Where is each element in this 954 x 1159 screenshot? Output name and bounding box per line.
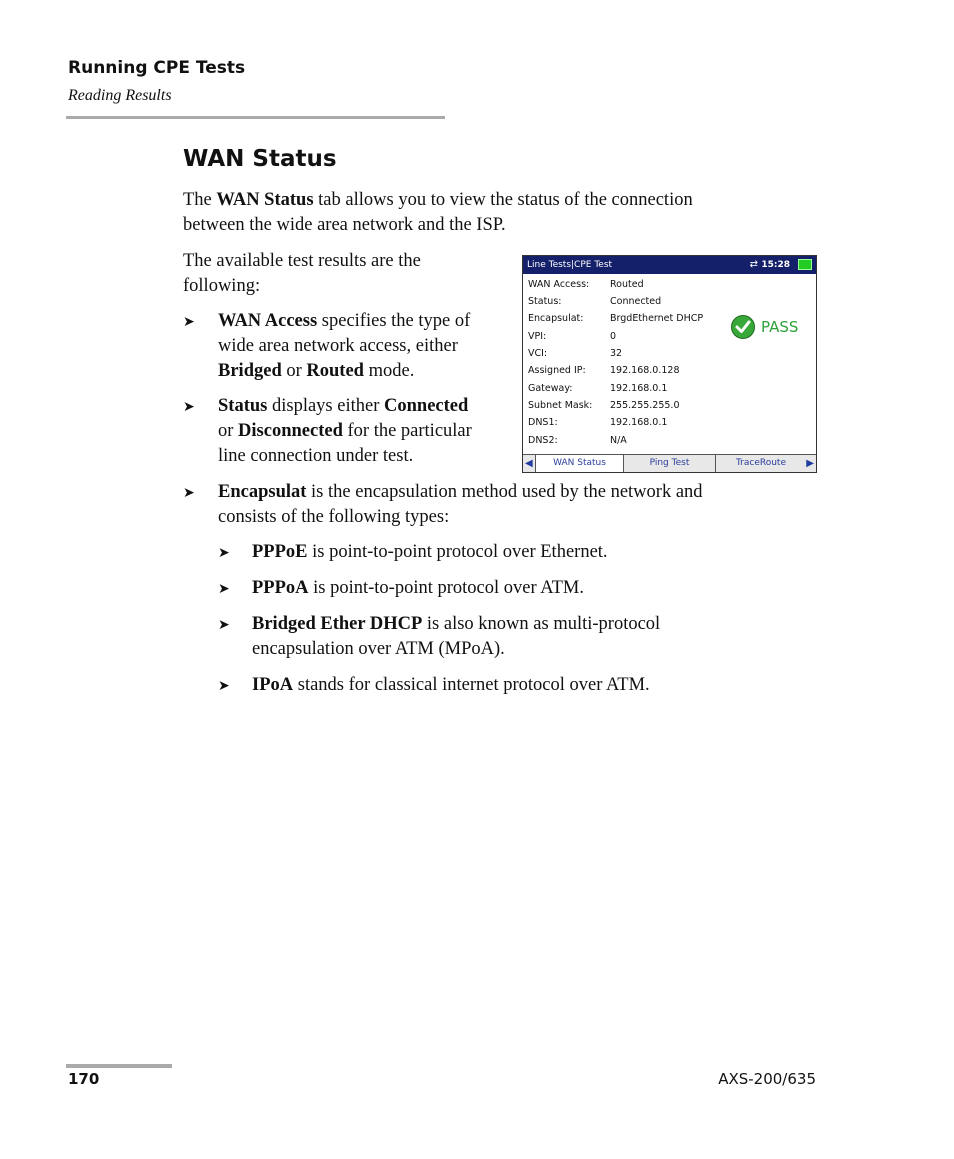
tab-scroll-right-icon[interactable]: ▶ bbox=[806, 458, 814, 469]
intro-paragraph: The WAN Status tab allows you to view the status of the connection between the wide area network and the ISP. bbox=[183, 190, 693, 235]
bullet-arrow-icon: ➤ bbox=[183, 486, 195, 501]
product-model: AXS-200/635 bbox=[718, 1070, 816, 1088]
bullet-arrow-icon: ➤ bbox=[218, 618, 230, 633]
device-title: Line Tests|CPE Test bbox=[527, 260, 613, 270]
tab-scroll-left-icon[interactable]: ◀ bbox=[525, 458, 533, 469]
device-tab-bar bbox=[523, 454, 816, 472]
bullet-arrow-icon: ➤ bbox=[218, 679, 230, 694]
running-header-subtitle: Reading Results bbox=[68, 87, 172, 104]
device-title-bar bbox=[523, 256, 816, 274]
device-screenshot: Line Tests|CPE Test ⇄ 15:28 WAN Access: Routed Status: Connected Encapsulat: BrgdEthernet DHCP VPI: 0 VCI: 32 Assigned IP: 192.168.0.128 Gateway: 192.168.0.1 Subnet Mask: 255.255.255.0 DNS1: 192.168.0.1 DNS2: N/A PASS ◀ WAN Status Ping Test TraceRoute ▶ bbox=[522, 255, 817, 473]
bullet-bridged-ether-dhcp: Bridged Ether DHCP is also known as multi-protocol encapsulation over ATM (MPoA). bbox=[252, 614, 661, 659]
bullet-arrow-icon: ➤ bbox=[218, 582, 230, 597]
pass-check-icon bbox=[731, 315, 755, 339]
available-paragraph: The available test results are the following: bbox=[183, 251, 421, 296]
header-rule bbox=[66, 116, 445, 119]
connection-arrows-icon: ⇄ bbox=[749, 259, 758, 270]
bullet-arrow-icon: ➤ bbox=[183, 400, 195, 415]
bullet-arrow-icon: ➤ bbox=[218, 546, 230, 561]
bullet-pppoe: PPPoE is point-to-point protocol over Ethernet. bbox=[252, 542, 608, 562]
bullet-ipoa: IPoA stands for classical internet protocol over ATM. bbox=[252, 675, 650, 695]
running-header-title: Running CPE Tests bbox=[68, 58, 246, 78]
section-heading: WAN Status bbox=[183, 146, 337, 172]
tab-wan-status[interactable]: WAN Status bbox=[535, 455, 623, 472]
bullet-arrow-icon: ➤ bbox=[183, 315, 195, 330]
footer-rule bbox=[66, 1064, 172, 1068]
bullet-pppoa: PPPoA is point-to-point protocol over ATM. bbox=[252, 578, 584, 598]
battery-icon bbox=[798, 259, 812, 270]
device-clock: 15:28 bbox=[761, 260, 790, 270]
pass-label: PASS bbox=[761, 318, 799, 336]
tab-traceroute[interactable]: TraceRoute bbox=[715, 455, 806, 472]
bullet-encapsulat: Encapsulat is the encapsulation method used by the network and consists of the following types: bbox=[218, 482, 703, 527]
tab-ping-test[interactable]: Ping Test bbox=[623, 455, 715, 472]
bullet-wan-access: WAN Access specifies the type of wide area network access, either Bridged or Routed mode. bbox=[218, 311, 471, 381]
page-number: 170 bbox=[68, 1070, 100, 1088]
bullet-status: Status displays either Connected or Disconnected for the particular line connection under test. bbox=[218, 396, 472, 466]
